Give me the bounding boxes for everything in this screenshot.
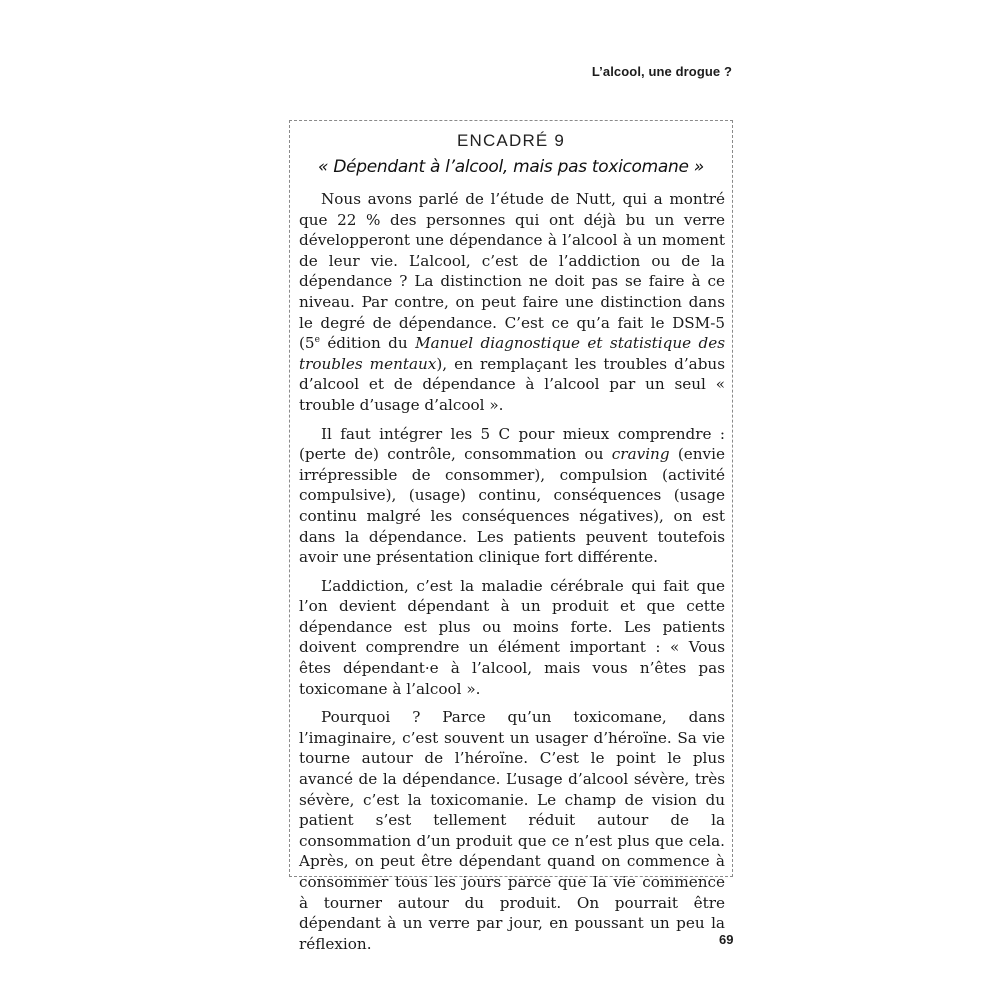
craving-term: craving	[611, 445, 670, 464]
box-label: ENCADRÉ 9	[456, 131, 566, 150]
paragraph-1-text-c: ), en remplaçant les troubles d’abus d’alcool et de dépendance à l’alcool par un seul « trouble d’usage d’alcool ».	[299, 354, 725, 414]
paragraph-4: Pourquoi ? Parce qu’un toxicomane, dans l’imaginaire, c’est souvent un usager d’héroïne. Sa vie tourne autour de l’héroïne. C’est le point le plus avancé de la dépendance. L’usage d’alcool sévère, très sévère, c’est la toxicomanie. Le champ de vision du patient s’est tellement réduit autour de la consommation d’un produit que ce n’est plus que cela. Après, on peut être dépendant quand on commence à consommer tous les jours parce que la vie commence à tourner autour du produit. On pourrait être dépendant à un verre par jour, en poussant un peu la réflexion.	[299, 708, 725, 953]
paragraph-3: L’addiction, c’est la maladie cérébrale qui fait que l’on devient dépendant à un produit et que cette dépendance est plus ou moins forte. Les patients doivent comprendre un élément important : « Vous êtes dépendant·e à l’alcool, mais vous n’êtes pas toxicomane à l’alcool ».	[299, 576, 725, 698]
box-title: « Dépendant à l’alcool, mais pas toxicomane »	[318, 157, 704, 177]
superscript-e: e	[314, 335, 320, 346]
paragraph-1	[299, 189, 725, 416]
paragraph-2	[299, 424, 725, 568]
paragraph-1-text-b: édition du	[319, 334, 416, 353]
box-body	[299, 189, 725, 954]
paragraph-2-text-a: Il faut intégrer les 5 C pour mieux comprendre : (perte de) contrôle, consommation ou	[299, 424, 725, 464]
paragraph-2-text-b: (envie irrépressible de consommer), compulsion (activité compulsive), (usage) continu, conséquences (usage continu malgré les conséquences négatives), on est dans la dépendance. Les patients peuvent toutefois avoir une présentation clinique fort différente.	[299, 445, 725, 567]
paragraph-1-text-a: Nous avons parlé de l’étude de Nutt, qui a montré que 22 % des personnes qui ont déjà bu un verre développeront une dépendance à l’alcool à un moment de leur vie. L’alcool, c’est de l’addiction ou de la dépendance ? La distinction ne doit pas se faire à ce niveau. Par contre, on peut faire une distinction dans le degré de dépendance. C’est ce qu’a fait le DSM-5 (5	[299, 190, 725, 353]
manual-title: Manuel diagnostique et statistique des troubles mentaux	[299, 334, 725, 373]
running-head: L’alcool, une drogue ?	[591, 64, 732, 79]
page-number: 69	[719, 932, 734, 947]
